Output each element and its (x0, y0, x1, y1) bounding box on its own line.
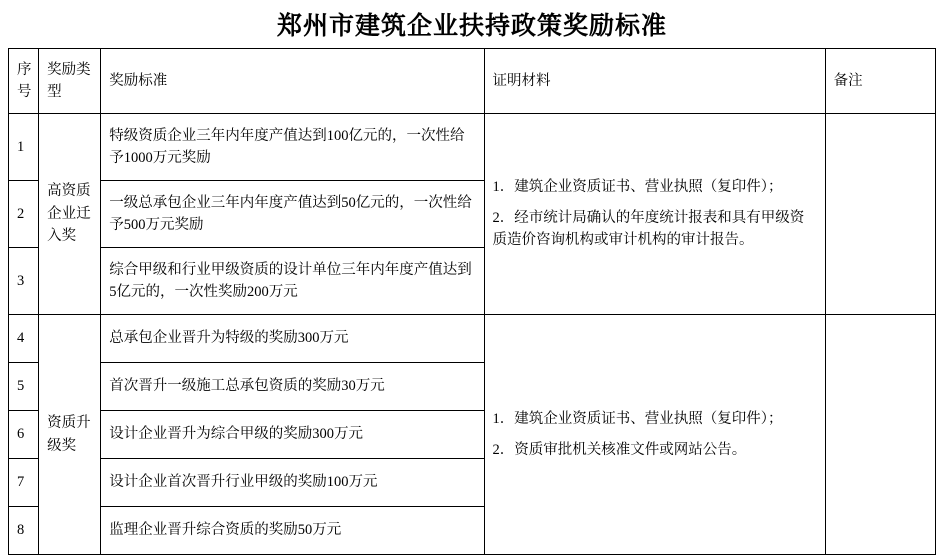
cell-seq: 7 (9, 459, 39, 507)
cell-standard: 设计企业首次晋升行业甲级的奖励100万元 (101, 459, 484, 507)
cell-note (825, 315, 935, 555)
cell-seq: 1 (9, 114, 39, 181)
cell-seq: 3 (9, 248, 39, 315)
cell-standard: 设计企业晋升为综合甲级的奖励300万元 (101, 411, 484, 459)
cell-proof-materials (484, 114, 825, 315)
table-header (9, 49, 936, 114)
cell-seq: 5 (9, 363, 39, 411)
table-header-row (9, 49, 936, 114)
cell-proof-materials (484, 315, 825, 555)
proof-line: 1．建筑企业资质证书、营业执照（复印件）； (492, 179, 783, 196)
column-header-seq: 序号 (9, 49, 39, 114)
column-header-note: 备注 (825, 49, 935, 114)
cell-seq: 8 (9, 507, 39, 555)
cell-standard: 首次晋升一级施工总承包资质的奖励30万元 (101, 363, 484, 411)
proof-line: 2．经市统计局确认的年度统计报表和具有甲级资质造价咨询机构或审计机构的审计报告。 (492, 209, 805, 249)
cell-reward-type: 资质升级奖 (39, 315, 101, 555)
cell-seq: 4 (9, 315, 39, 363)
cell-seq: 6 (9, 411, 39, 459)
table-body (9, 114, 936, 555)
proof-line: 2．资质审批机关核准文件或网站公告。 (492, 441, 747, 458)
page-title: 郑州市建筑企业扶持政策奖励标准 (276, 12, 667, 40)
table-row (9, 315, 936, 363)
cell-standard: 监理企业晋升综合资质的奖励50万元 (101, 507, 484, 555)
cell-note (825, 114, 935, 315)
column-header-type: 奖励类型 (39, 49, 101, 114)
proof-line: 1．建筑企业资质证书、营业执照（复印件）； (492, 411, 783, 428)
cell-standard: 特级资质企业三年内年度产值达到100亿元的，一次性给予1000万元奖励 (101, 114, 484, 181)
column-header-proof: 证明材料 (484, 49, 825, 114)
cell-seq: 2 (9, 181, 39, 248)
cell-standard: 总承包企业晋升为特级的奖励300万元 (101, 315, 484, 363)
cell-reward-type: 高资质企业迁入奖 (39, 114, 101, 315)
table-row (9, 114, 936, 181)
cell-standard: 综合甲级和行业甲级资质的设计单位三年内年度产值达到5亿元的，一次性奖励200万元 (101, 248, 484, 315)
cell-standard: 一级总承包企业三年内年度产值达到50亿元的，一次性给予500万元奖励 (101, 181, 484, 248)
reward-standards-table (8, 48, 936, 555)
column-header-standard: 奖励标准 (101, 49, 484, 114)
